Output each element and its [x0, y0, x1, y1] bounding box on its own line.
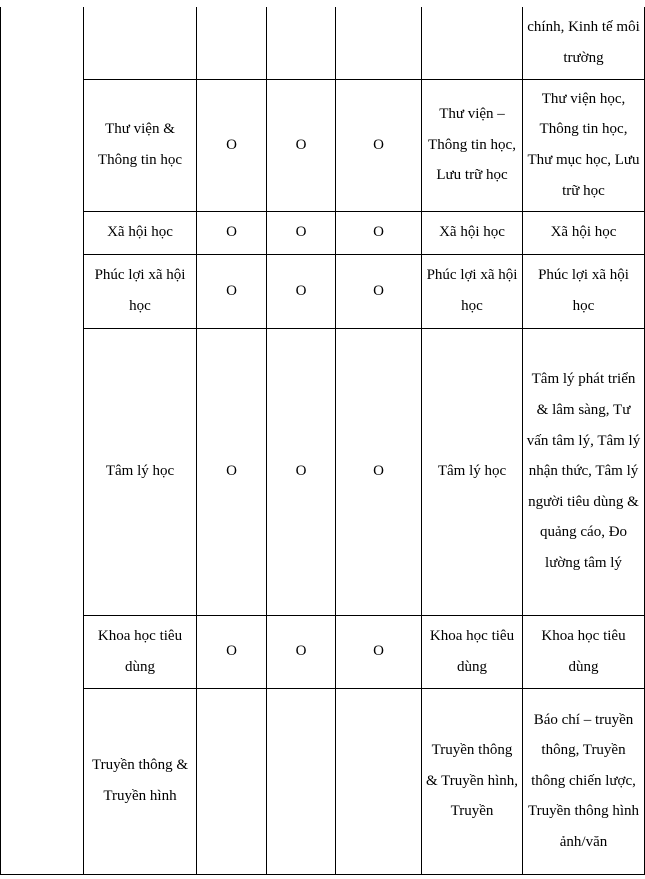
table-container [0, 7, 645, 875]
mark-cell: O [267, 79, 336, 211]
department-cell: Phúc lợi xã hội học [422, 254, 523, 328]
specialties-cell: chính, Kinh tế môi trường [523, 7, 645, 79]
specialties-cell: Báo chí – truyền thông, Truyền thông chiến lược, Truyền thông hình ảnh/văn [523, 688, 645, 874]
group-cell [1, 7, 84, 874]
mark-cell: O [336, 615, 422, 688]
specialties-cell: Thư viện học, Thông tin học, Thư mục học, Lưu trữ học [523, 79, 645, 211]
mark-cell: O [267, 211, 336, 254]
specialties-cell: Xã hội học [523, 211, 645, 254]
major-cell: Thư viện & Thông tin học [84, 79, 197, 211]
mark-cell: O [197, 254, 267, 328]
mark-cell: O [336, 79, 422, 211]
mark-cell: O [336, 254, 422, 328]
table-row [1, 254, 645, 328]
curriculum-table [0, 7, 645, 875]
table-row [1, 7, 645, 79]
mark-cell [267, 688, 336, 874]
major-cell: Xã hội học [84, 211, 197, 254]
department-cell: Xã hội học [422, 211, 523, 254]
mark-cell [336, 7, 422, 79]
mark-cell [336, 688, 422, 874]
mark-cell: O [336, 328, 422, 615]
mark-cell [197, 688, 267, 874]
mark-cell: O [197, 79, 267, 211]
mark-cell [197, 7, 267, 79]
table-row [1, 615, 645, 688]
mark-cell: O [336, 211, 422, 254]
major-cell [84, 7, 197, 79]
mark-cell: O [197, 211, 267, 254]
department-cell [422, 7, 523, 79]
major-cell: Khoa học tiêu dùng [84, 615, 197, 688]
specialties-cell: Khoa học tiêu dùng [523, 615, 645, 688]
department-cell: Tâm lý học [422, 328, 523, 615]
table-row [1, 79, 645, 211]
mark-cell: O [197, 615, 267, 688]
mark-cell: O [267, 328, 336, 615]
table-row [1, 688, 645, 874]
table-row [1, 328, 645, 615]
specialties-cell: Tâm lý phát triển & lâm sàng, Tư vấn tâm lý, Tâm lý nhận thức, Tâm lý người tiêu dùng & quảng cáo, Đo lường tâm lý [523, 328, 645, 615]
mark-cell: O [197, 328, 267, 615]
mark-cell: O [267, 615, 336, 688]
mark-cell: O [267, 254, 336, 328]
department-cell: Thư viện – Thông tin học, Lưu trữ học [422, 79, 523, 211]
major-cell: Phúc lợi xã hội học [84, 254, 197, 328]
major-cell: Tâm lý học [84, 328, 197, 615]
department-cell: Khoa học tiêu dùng [422, 615, 523, 688]
table-row [1, 211, 645, 254]
department-cell: Truyền thông & Truyền hình, Truyền [422, 688, 523, 874]
major-cell: Truyền thông & Truyền hình [84, 688, 197, 874]
specialties-cell: Phúc lợi xã hội học [523, 254, 645, 328]
mark-cell [267, 7, 336, 79]
